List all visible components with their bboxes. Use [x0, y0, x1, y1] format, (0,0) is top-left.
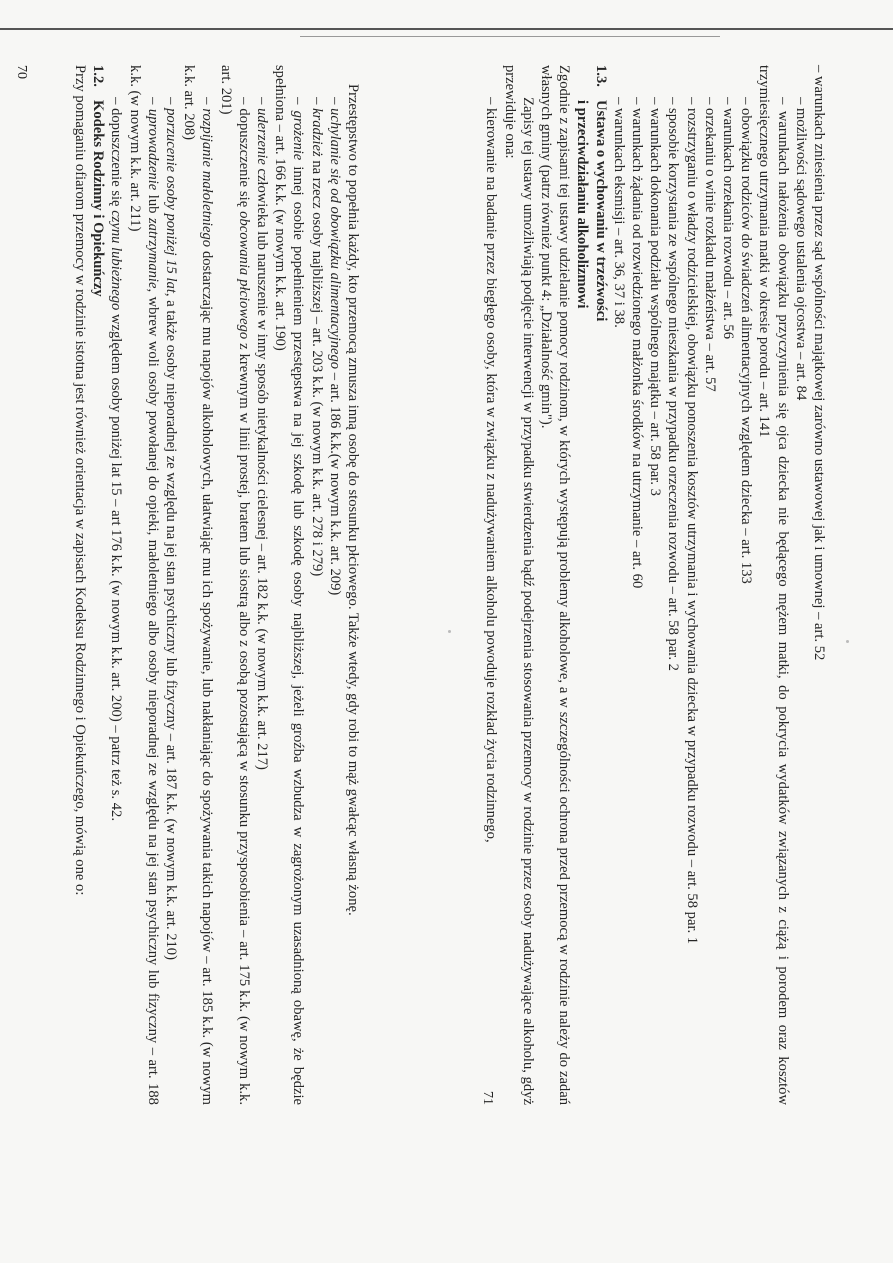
paragraph: Przestępstwo to popełnia każdy, kto przemocą zmusza inną osobę do stosunku płciowego. Także wtedy, gdy robi to mąż gwałcąc własną żonę. — [345, 83, 361, 916]
list-item: – porzucenie osoby poniżej 15 lat, a także osoby nieporadnej ze względu na jej stan psychiczny lub fizyczny – art. 187 k.k. (w nowym k.k. art. 210) — [162, 97, 179, 960]
list-item: – warunkach nałożenia obowiązku przyczynienia się ojca dziecka nie będącego mężem matki, do pokrycia wydatków związanych z ciążą i porodem oraz kosztów trzymiesięcznego utrzymania matki w okresie porodu – art. 141 — [756, 65, 791, 1105]
term: uderzenie — [253, 108, 270, 165]
term: kradzież — [308, 108, 325, 157]
term: obcowania płciowego — [235, 211, 252, 340]
list-item: – obowiązku rodziców do świadczeń alimentacyjnych względem dziecka – art. 133 — [738, 97, 755, 584]
term: grożenie — [290, 110, 307, 161]
section-heading: 1.3.Ustawa o wychowaniu w trzeźwości i przeciwdziałaniu alkoholizmowi — [574, 65, 609, 322]
page-71 — [480, 65, 828, 1105]
scan-border-line — [300, 36, 720, 37]
paragraph: Przy pomaganiu ofiarom przemocy w rodzinie istotna jest również orientacja w zapisach Kodeksu Rodzinnego i Opiekuńczego, mówią one o: — [71, 65, 88, 896]
scan-speck — [846, 640, 849, 643]
list-item: – warunkach eksmisji – art. 36, 37 i 38. — [610, 97, 627, 328]
term: porzucenie osoby poniżej 15 lat — [162, 108, 179, 293]
page-number: 70 — [14, 65, 30, 79]
page-number: 71 — [480, 1091, 496, 1105]
list-item: – sposobie korzystania ze wspólnego mieszkania w przypadku orzeczenia rozwodu – art. 58 par. 2 — [665, 97, 682, 671]
paragraph: Zgodnie z zapisami tej ustawy udzielanie pomocy rodzinom, w których występują problemy alkoholowe, a w szczególności ochrona przed przemocą w rodzinie należy do zadań własnych gminy (patrz również punkt 4: „Działalność gmin"). — [537, 65, 573, 1105]
term: zatrzymanie — [144, 217, 161, 289]
page-70 — [14, 65, 362, 1106]
list-item: – możliwości sądowego ustalenia ojcostwa – art. 84 — [792, 97, 809, 401]
section-heading: 1.2.Kodeks Rodzinny i Opiekuńczy — [90, 65, 107, 297]
scan-border-line — [0, 28, 893, 30]
list-item: – kradzież na rzecz osoby najbliższej – art. 203 k.k. (w nowym k.k. art. 278 i 279) — [308, 97, 325, 577]
list-item: – uchylanie się od obowiązku alimentacyjnego – art. 186 k.k.(w nowym k.k. art. 209) — [326, 97, 343, 596]
term: rozpijanie małoletniego — [199, 108, 216, 248]
list-item: – warunkach orzekania rozwodu – art. 56 — [719, 97, 736, 340]
list-item: – warunkach zniesienia przez sąd wspólności majątkowej zarówno ustawowej jak i umownej – art. 52 — [811, 65, 827, 661]
list-item: – rozpijanie małoletniego dostarczając mu napojów alkoholowych, ułatwiając mu ich spożywanie, lub nakłaniając do spożywania takich napojów – art. 185 k.k. (w nowym k.k. art. 208) — [181, 65, 216, 1105]
term: czynu lubieżnego — [108, 210, 125, 311]
list-item: – warunkach żądania od rozwiedzionego małżonka środków na utrzymanie – art. 60 — [628, 97, 645, 589]
paragraph: Zapisy tej ustawy umożliwiają podjęcie interwencji w przypadku stwierdzenia bądź podejrzenia stosowania przemocy w rodzinie przez osoby nadużywające alkoholu, gdyż przewiduje ona: — [501, 65, 536, 1105]
list-item: – warunkach dokonania podziału wspólnego majątku – art. 58 par. 3 — [647, 97, 664, 496]
term: uprowadzenie — [144, 108, 161, 191]
list-item: – rozstrzyganiu o władzy rodzicielskiej, obowiązku ponoszenia kosztów utrzymania i wychowania dziecka w przypadku rozwodu – art. 58 par. 1 — [683, 97, 700, 945]
list-item: – uprowadzenie lub zatrzymanie, wbrew woli osoby powołanej do opieki, małoletniego albo osoby nieporadnej ze względu na jej stan psychiczny lub fizyczny – art. 188 k.k. (w nowym k.k. art. 211) — [126, 65, 161, 1105]
scan-speck — [448, 630, 451, 633]
list-item: – dopuszczenie się obcowania płciowego z krewnym w linii prostej, bratem lub siostrą albo z osobą pozostającą w stosunku przysposobienia – art. 175 k.k. (w nowym k.k. art. 201) — [217, 65, 252, 1106]
term: uchylanie się od obowiązku alimentacyjnego — [326, 108, 343, 370]
list-item: – grożenie innej osobie popełnieniem przestępstwa na jej szkodę lub szkodę osoby najbliższej, jeżeli groźba wzbudza w zagrożonym uzasadnioną obawę, że będzie spełniona – art. 166 k.k. (w nowym k.k. art. 190) — [272, 65, 307, 1105]
list-item: – dopuszczenie się czynu lubieżnego względem osoby poniżej lat 15 – art 176 k.k. (w nowym k.k. art. 200) – patrz też s. 42. — [108, 97, 125, 821]
list-item: – kierowanie na badanie przez biegłego osoby, która w związku z nadużywaniem alkoholu powoduje rozkład życia rodzinnego, — [483, 97, 500, 843]
list-item: – uderzenie człowieka lub naruszenie w inny sposób nietykalności cielesnej – art. 182 k.k. (w nowym k.k. art. 217) — [253, 97, 270, 770]
list-item: – orzekaniu o winie rozkładu małżeństwa – art. 57 — [701, 97, 718, 392]
